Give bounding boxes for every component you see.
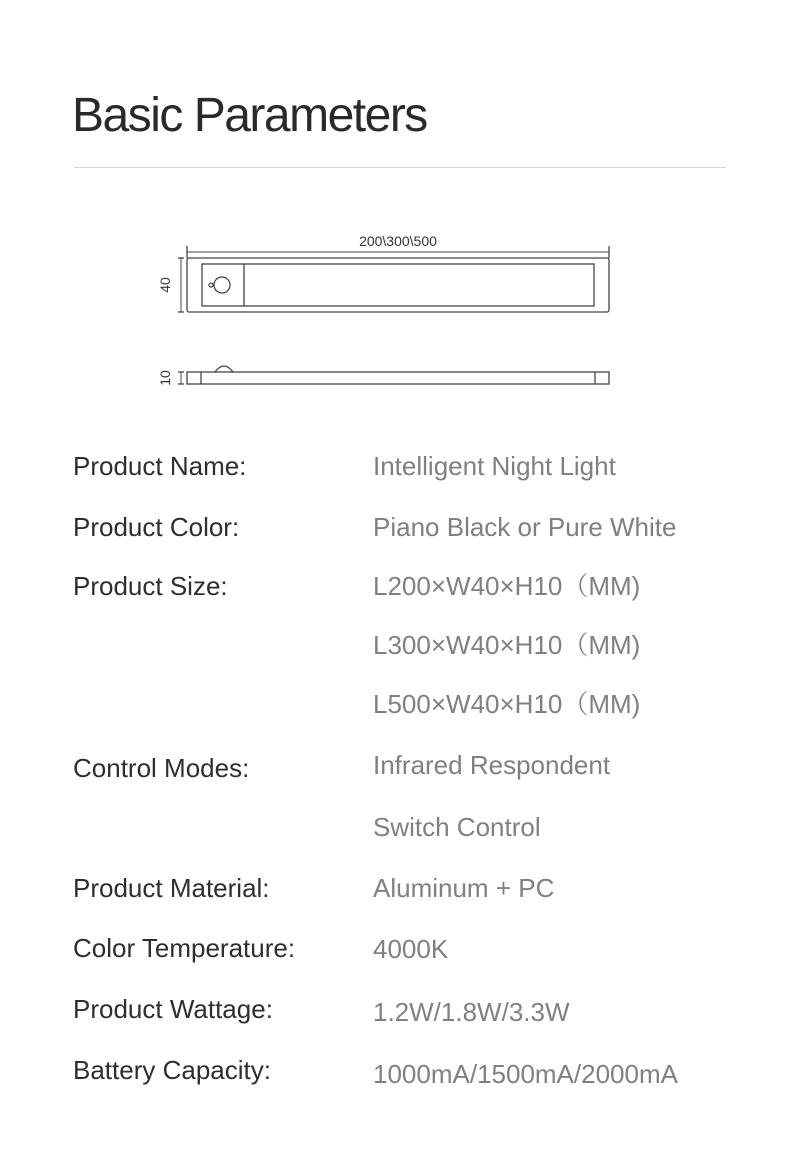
spec-value-product-material: Aluminum + PC xyxy=(373,873,555,903)
spec-label-product-color: Product Color: xyxy=(73,512,240,542)
length-dimension-label: 200\300\500 xyxy=(359,233,437,249)
spec-value-battery-capacity: 1000mA/1500mA/2000mA xyxy=(373,1059,678,1089)
spec-value-product-size-1: L200×W40×H10（MM) xyxy=(373,571,641,601)
spec-label-color-temperature: Color Temperature: xyxy=(73,933,296,963)
width-dimension-label: 40 xyxy=(157,277,173,293)
spec-label-product-wattage: Product Wattage: xyxy=(73,994,273,1024)
side-view-drawing xyxy=(178,366,609,384)
spec-label-product-size: Product Size: xyxy=(73,571,228,601)
top-view-drawing xyxy=(178,246,609,312)
spec-value-control-mode-2: Switch Control xyxy=(373,812,541,842)
spec-label-battery-capacity: Battery Capacity: xyxy=(73,1055,271,1085)
page-title: Basic Parameters xyxy=(72,89,427,142)
height-dimension-label: 10 xyxy=(157,370,173,386)
spec-value-product-name: Intelligent Night Light xyxy=(373,451,616,481)
spec-value-control-mode-1: Infrared Respondent xyxy=(373,750,611,780)
spec-value-product-size-2: L300×W40×H10（MM) xyxy=(373,630,641,660)
spec-label-product-name: Product Name: xyxy=(73,451,247,481)
spec-label-control-modes: Control Modes: xyxy=(73,753,250,783)
spec-value-product-wattage: 1.2W/1.8W/3.3W xyxy=(373,997,570,1027)
product-dimension-diagram xyxy=(0,0,800,420)
spec-value-color-temperature: 4000K xyxy=(373,934,449,964)
spec-value-product-size-3: L500×W40×H10（MM) xyxy=(373,689,641,719)
spec-value-product-color: Piano Black or Pure White xyxy=(373,512,677,542)
spec-label-product-material: Product Material: xyxy=(73,873,270,903)
